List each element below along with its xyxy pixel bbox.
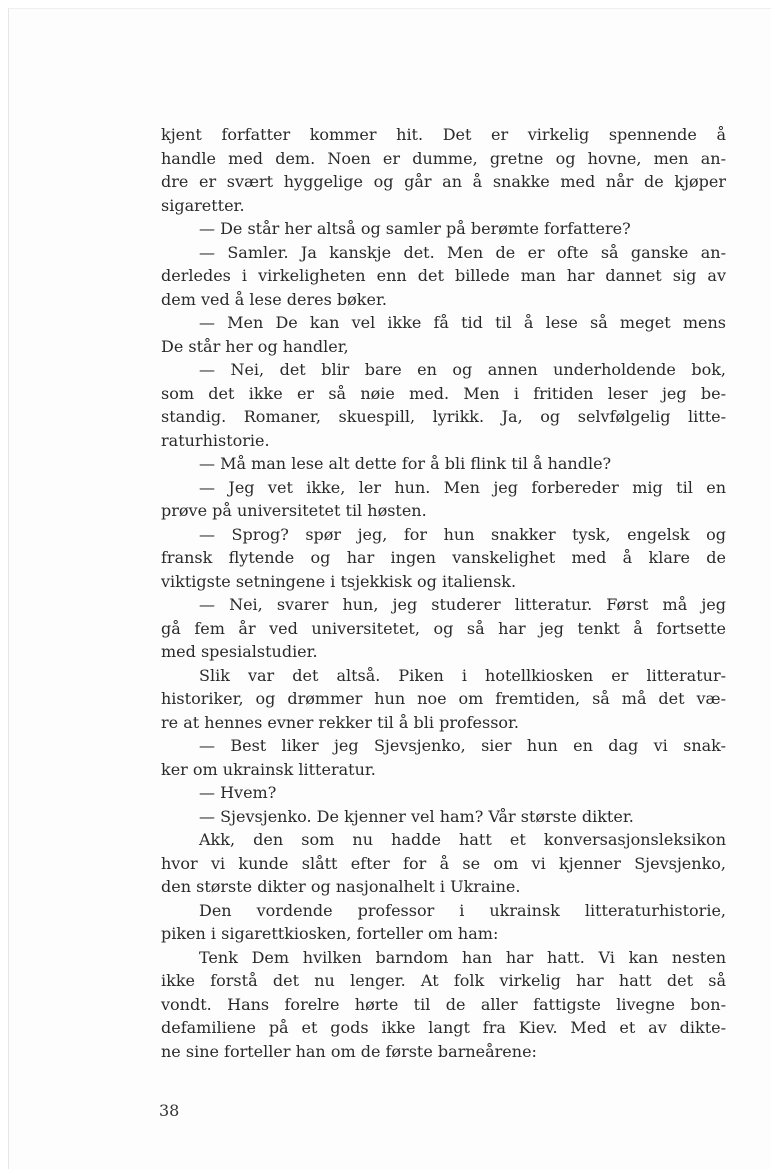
- text-line: handle med dem. Noen er dumme, gretne og hovne, men an-: [161, 148, 726, 168]
- text-line: derledes i virkeligheten enn det billede man har dannet sig av: [161, 266, 726, 285]
- text-line: — Sjevsjenko. De kjenner vel ham? Vår største dikter.: [199, 806, 634, 826]
- text-line: ne sine forteller han om de første barneårene:: [161, 1041, 537, 1061]
- page-number: 38: [159, 1101, 180, 1120]
- text-line: Akk, den som nu hadde hatt et konversasjonsleksikon: [199, 830, 726, 849]
- text-line: som det ikke er så nøie med. Men i fritiden leser jeg be-: [161, 383, 726, 403]
- text-line: hvor vi kunde slått efter for å se om vi kjenner Sjevsjenko,: [161, 853, 726, 873]
- text-line: defamiliene på et gods ikke langt fra Kiev. Med et av dikte-: [161, 1018, 726, 1037]
- text-line: — Men De kan vel ikke få tid til å lese så meget mens: [199, 313, 726, 332]
- text-line: kjent forfatter kommer hit. Det er virkelig spennende å: [161, 125, 726, 144]
- book-page: [8, 8, 771, 1169]
- text-line: — Jeg vet ikke, ler hun. Men jeg forbereder mig til en: [199, 477, 726, 497]
- text-line: dre er svært hyggelige og går an å snakke med når de kjøper: [161, 172, 726, 191]
- text-line: ker om ukrainsk litteratur.: [161, 759, 376, 779]
- text-line: piken i sigarettkiosken, forteller om ham:: [161, 924, 499, 943]
- text-line: standig. Romaner, skuespill, lyrikk. Ja, og selvfølgelig litte-: [161, 407, 726, 426]
- text-line: vondt. Hans forelre hørte til de aller fattigste livegne bon-: [161, 994, 726, 1014]
- text-line: — Samler. Ja kanskje det. Men de er ofte så ganske an-: [199, 242, 726, 262]
- text-line: sigaretter.: [161, 195, 245, 215]
- text-line: — Hvem?: [199, 783, 277, 802]
- text-line: De står her og handler,: [161, 336, 349, 356]
- text-line: — Nei, svarer hun, jeg studerer litteratur. Først må jeg: [199, 595, 726, 614]
- text-line: — De står her altså og samler på berømte forfattere?: [199, 219, 631, 238]
- text-line: med spesialstudier.: [161, 642, 318, 661]
- text-line: re at hennes evner rekker til å bli professor.: [161, 712, 520, 732]
- text-line: — Må man lese alt dette for å bli flink til å handle?: [199, 454, 612, 473]
- text-line: Tenk Dem hvilken barndom han har hatt. Vi kan nesten: [199, 947, 726, 967]
- text-line: — Sprog? spør jeg, for hun snakker tysk, engelsk og: [199, 524, 726, 544]
- text-line: — Best liker jeg Sjevsjenko, sier hun en dag vi snak-: [199, 736, 726, 755]
- text-line: fransk flytende og har ingen vanskelighet med å klare de: [161, 548, 726, 567]
- text-line: den største dikter og nasjonalhelt i Ukraine.: [161, 877, 521, 896]
- text-line: raturhistorie.: [161, 430, 270, 450]
- text-line: Slik var det altså. Piken i hotellkiosken er litteratur-: [199, 665, 726, 685]
- text-line: historiker, og drømmer hun noe om fremtiden, så må det væ-: [161, 689, 726, 708]
- text-line: ikke forstå det nu lenger. At folk virkelig har hatt det så: [161, 971, 726, 990]
- text-line: dem ved å lese deres bøker.: [161, 289, 387, 309]
- text-line: gå fem år ved universitetet, og så har jeg tenkt å fortsette: [161, 618, 726, 638]
- text-line: — Nei, det blir bare en og annen underholdende bok,: [199, 360, 726, 379]
- text-line: prøve på universitetet til høsten.: [161, 501, 427, 520]
- text-line: viktigste setningene i tsjekkisk og italiensk.: [161, 571, 517, 591]
- body-text: [161, 123, 726, 1063]
- text-line: Den vordende professor i ukrainsk litteraturhistorie,: [199, 900, 726, 920]
